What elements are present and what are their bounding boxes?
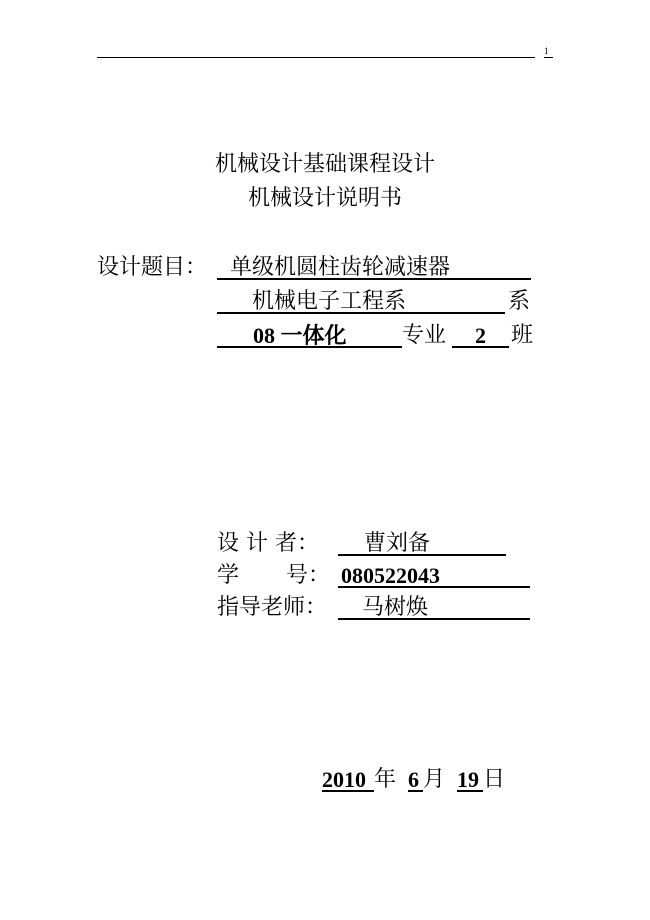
date-line <box>322 767 505 793</box>
department-field <box>217 289 505 315</box>
date-year: 2010 <box>322 767 374 792</box>
class-number-field <box>452 323 509 349</box>
grade-major-value <box>217 324 347 349</box>
designer-label: 设 计 者： <box>217 531 319 556</box>
advisor-field <box>338 595 530 621</box>
date-month: 6 <box>408 767 423 792</box>
advisor-label: 指导老师： <box>217 595 328 620</box>
header-rule <box>97 57 535 58</box>
grade-major-underline <box>217 323 402 348</box>
document-subtitle: 机械设计说明书 <box>247 186 402 211</box>
date-year-label: 年 <box>374 767 397 792</box>
page-number: 1 <box>544 46 549 56</box>
designer-field <box>338 531 506 557</box>
class-number-value: 2 <box>475 323 486 348</box>
designer-value: 曹刘备 <box>364 531 431 556</box>
department-underline <box>217 289 505 314</box>
designer-underline <box>338 531 506 556</box>
date-day-label: 日 <box>483 767 506 792</box>
topic-label: 设计题目： <box>97 255 208 280</box>
class-number-underline <box>452 323 509 348</box>
student-id-value: 080522043 <box>341 563 440 588</box>
class-label: 班 <box>511 323 534 348</box>
document-title: 机械设计基础课程设计 <box>214 152 435 177</box>
topic-underline <box>217 255 531 280</box>
student-id-field <box>338 563 530 589</box>
advisor-value: 马树焕 <box>362 595 429 620</box>
date-day: 19 <box>457 767 483 792</box>
header-rule-page <box>544 57 553 58</box>
date-month-label: 月 <box>423 767 446 792</box>
topic-field <box>217 255 531 281</box>
topic-value: 单级机圆柱齿轮减速器 <box>230 255 451 280</box>
student-id-underline <box>338 563 530 588</box>
grade-major-text: 08 一体化 <box>253 323 347 348</box>
advisor-underline <box>338 595 530 620</box>
department-value: 机械电子工程系 <box>252 289 407 314</box>
major-label: 专业 <box>402 323 447 348</box>
department-suffix: 系 <box>508 289 531 314</box>
student-id-label-char-2: 号： <box>286 563 331 588</box>
student-id-label-char-1: 学 <box>217 563 240 588</box>
grade-major-field <box>217 323 402 349</box>
